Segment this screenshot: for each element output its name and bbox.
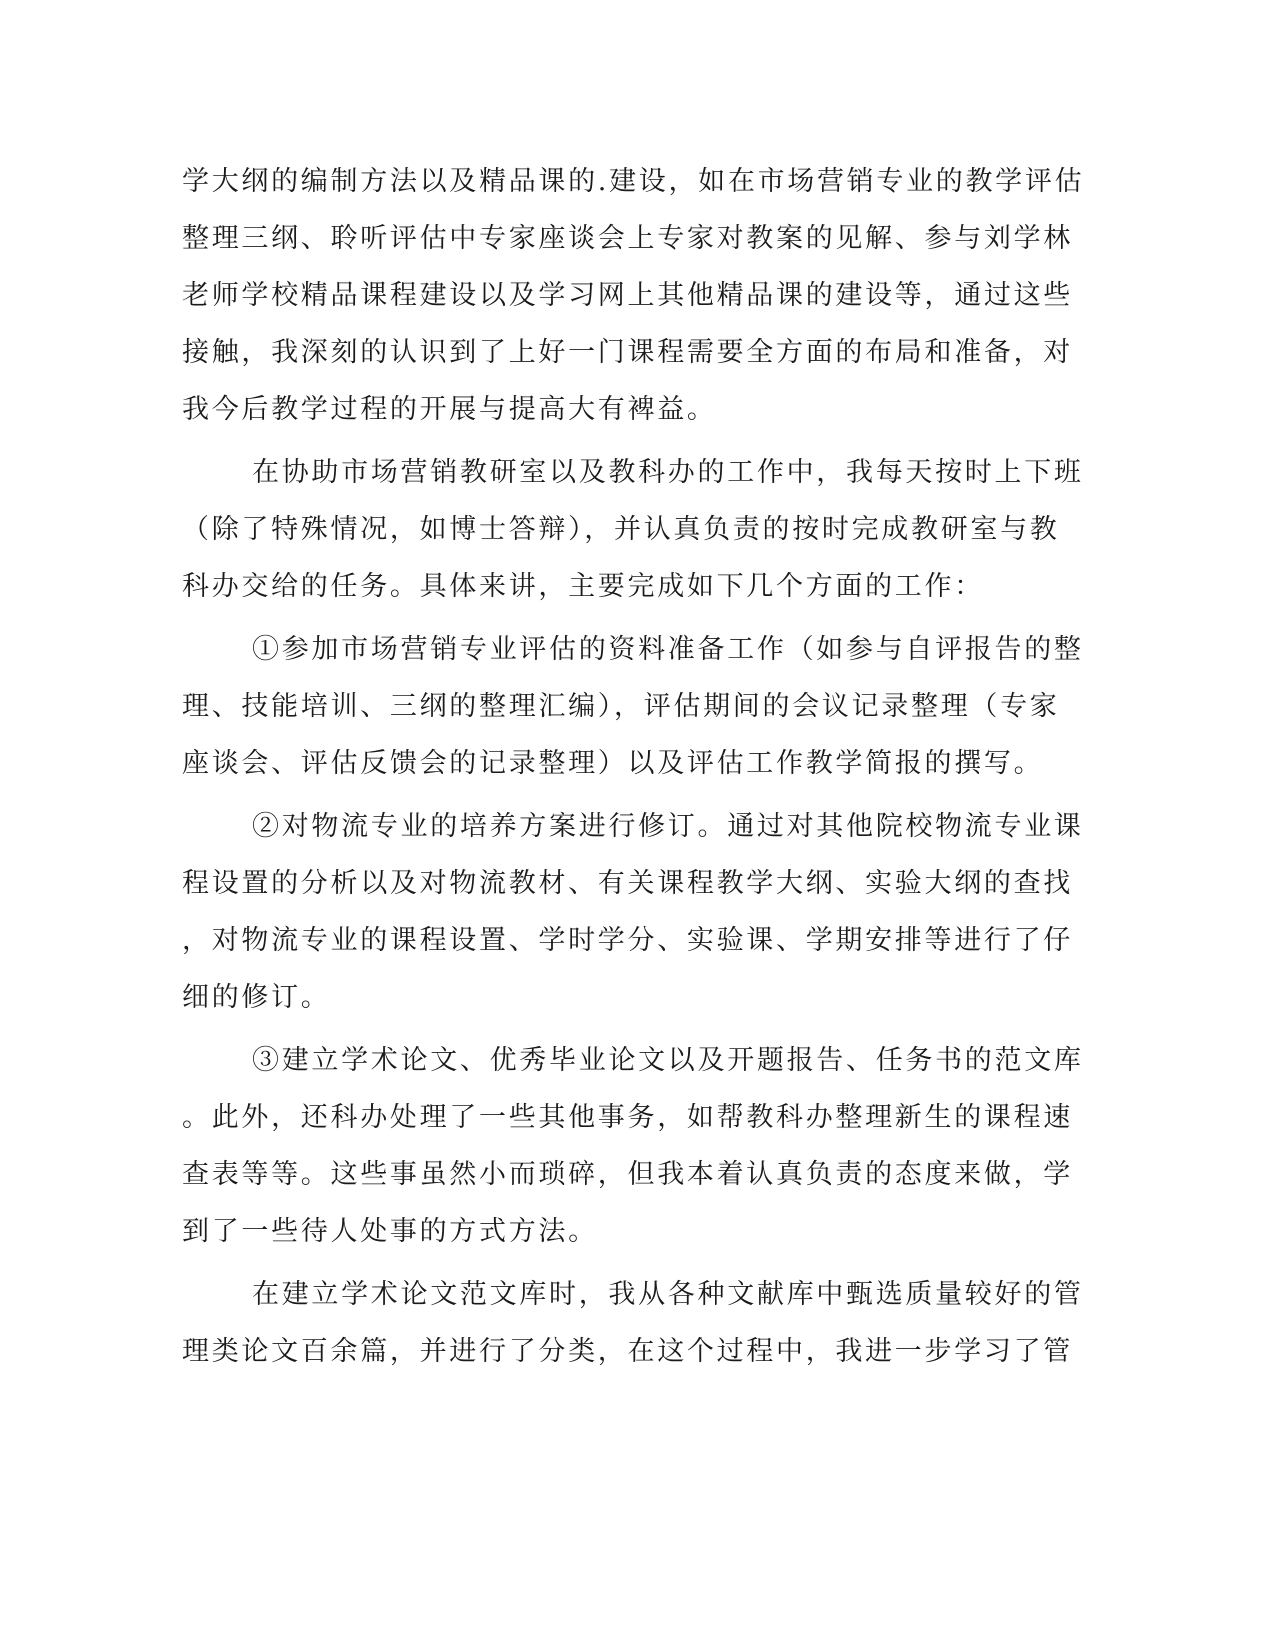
text-line: 学大纲的编制方法以及精品课的.建设，如在市场营销专业的教学评估 — [182, 166, 1085, 197]
paragraph-first-line: ③建立学术论文、优秀毕业论文以及开题报告、任务书的范文库 — [252, 1045, 1084, 1076]
text-line: 查表等等。这些事虽然小而琐碎，但我本着认真负责的态度来做，学 — [182, 1159, 1073, 1190]
text-line: 座谈会、评估反馈会的记录整理）以及评估工作教学简报的撰写。 — [182, 748, 1044, 779]
text-line: ，对物流专业的课程设置、学时学分、实验课、学期安排等进行了仔 — [182, 925, 1073, 956]
text-line: 科办交给的任务。具体来讲，主要完成如下几个方面的工作： — [182, 571, 984, 602]
paragraph-first-line: ②对物流专业的培养方案进行修订。通过对其他院校物流专业课 — [252, 811, 1084, 842]
text-line: （除了特殊情况，如博士答辩），并认真负责的按时完成教研室与教 — [182, 514, 1060, 545]
text-line: 理类论文百余篇，并进行了分类，在这个过程中，我进一步学习了管 — [182, 1336, 1073, 1367]
text-line: 我今后教学过程的开展与提高大有裨益。 — [182, 394, 717, 425]
text-line: 程设置的分析以及对物流教材、有关课程教学大纲、实验大纲的查找 — [182, 868, 1073, 899]
text-line: 细的修订。 — [182, 982, 331, 1013]
paragraph-first-line: ①参加市场营销专业评估的资料准备工作（如参与自评报告的整 — [252, 634, 1084, 665]
text-line: 理、技能培训、三纲的整理汇编），评估期间的会议记录整理（专家 — [182, 691, 1060, 722]
paragraph-first-line: 在协助市场营销教研室以及教科办的工作中，我每天按时上下班 — [252, 457, 1084, 488]
text-line: 接触，我深刻的认识到了上好一门课程需要全方面的布局和准备，对 — [182, 337, 1073, 368]
text-line: 到了一些待人处事的方式方法。 — [182, 1216, 598, 1247]
text-line: 。此外，还科办处理了一些其他事务，如帮教科办整理新生的课程速 — [182, 1102, 1073, 1133]
text-line: 整理三纲、聆听评估中专家座谈会上专家对教案的见解、参与刘学林 — [182, 223, 1073, 254]
text-line: 老师学校精品课程建设以及学习网上其他精品课的建设等，通过这些 — [182, 280, 1073, 311]
paragraph-first-line: 在建立学术论文范文库时，我从各种文献库中甄选质量较好的管 — [252, 1279, 1084, 1310]
